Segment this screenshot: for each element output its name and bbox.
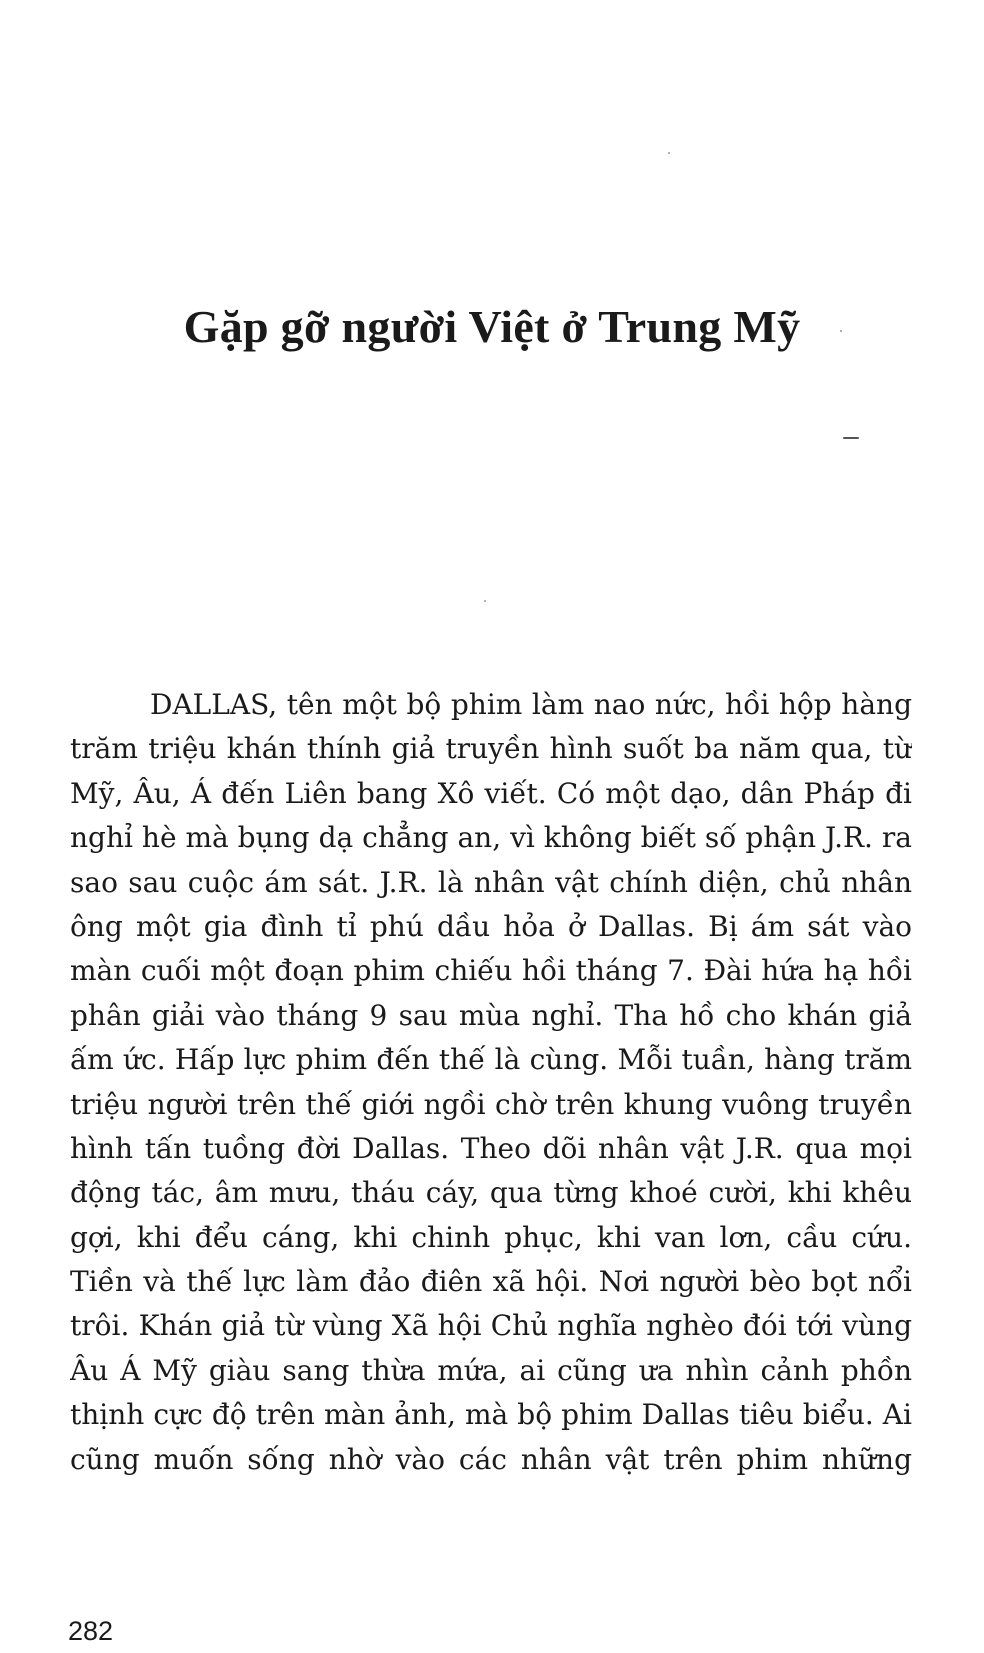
body-paragraph — [70, 683, 912, 1482]
text-line: Âu Á Mỹ giàu sang thừa mứa, ai cũng ưa nhìn cảnh phồn — [70, 1353, 912, 1387]
text-line: triệu người trên thế giới ngồi chờ trên khung vuông truyền — [70, 1087, 912, 1121]
text-line: thịnh cực độ trên màn ảnh, mà bộ phim Dallas tiêu biểu. Ai — [70, 1398, 912, 1432]
text-line: ấm ức. Hấp lực phim đến thế là cùng. Mỗi tuần, hàng trăm — [70, 1043, 912, 1077]
chapter-title: Gặp gỡ người Việt ở Trung Mỹ — [183, 301, 801, 352]
text-line: sao sau cuộc ám sát. J.R. là nhân vật chính diện, chủ nhân — [70, 865, 912, 899]
scan-speck — [484, 600, 486, 602]
text-line: gợi, khi đểu cáng, khi chinh phục, khi van lơn, cầu cứu. — [70, 1220, 912, 1254]
page-number: 282 — [68, 1616, 114, 1646]
scan-dash-mark — [843, 437, 859, 439]
scan-speck — [668, 152, 670, 154]
text-line: màn cuối một đoạn phim chiếu hồi tháng 7. Đài hứa hạ hồi — [70, 954, 912, 988]
text-line: động tác, âm mưu, tháu cáy, qua từng khoé cười, khi khêu — [70, 1176, 912, 1210]
text-line: DALLAS, tên một bộ phim làm nao nức, hồi hộp hàng — [150, 688, 912, 721]
text-line: hình tấn tuồng đời Dallas. Theo dõi nhân vật J.R. qua mọi — [70, 1131, 912, 1165]
text-line: trăm triệu khán thính giả truyền hình suốt ba năm qua, từ — [70, 732, 912, 766]
text-line: phân giải vào tháng 9 sau mùa nghỉ. Tha hồ cho khán giả — [70, 998, 912, 1032]
text-line: Mỹ, Âu, Á đến Liên bang Xô viết. Có một dạo, dân Pháp đi — [70, 776, 912, 810]
text-line: nghỉ hè mà bụng dạ chẳng an, vì không biết số phận J.R. ra — [70, 821, 912, 855]
text-line: trôi. Khán giả từ vùng Xã hội Chủ nghĩa nghèo đói tới vùng — [70, 1309, 912, 1343]
text-line: ông một gia đình tỉ phú dầu hỏa ở Dallas. Bị ám sát vào — [70, 909, 912, 943]
text-line: cũng muốn sống nhờ vào các nhân vật trên phim những — [70, 1442, 912, 1476]
text-line: Tiền và thế lực làm đảo điên xã hội. Nơi người bèo bọt nổi — [70, 1265, 912, 1299]
